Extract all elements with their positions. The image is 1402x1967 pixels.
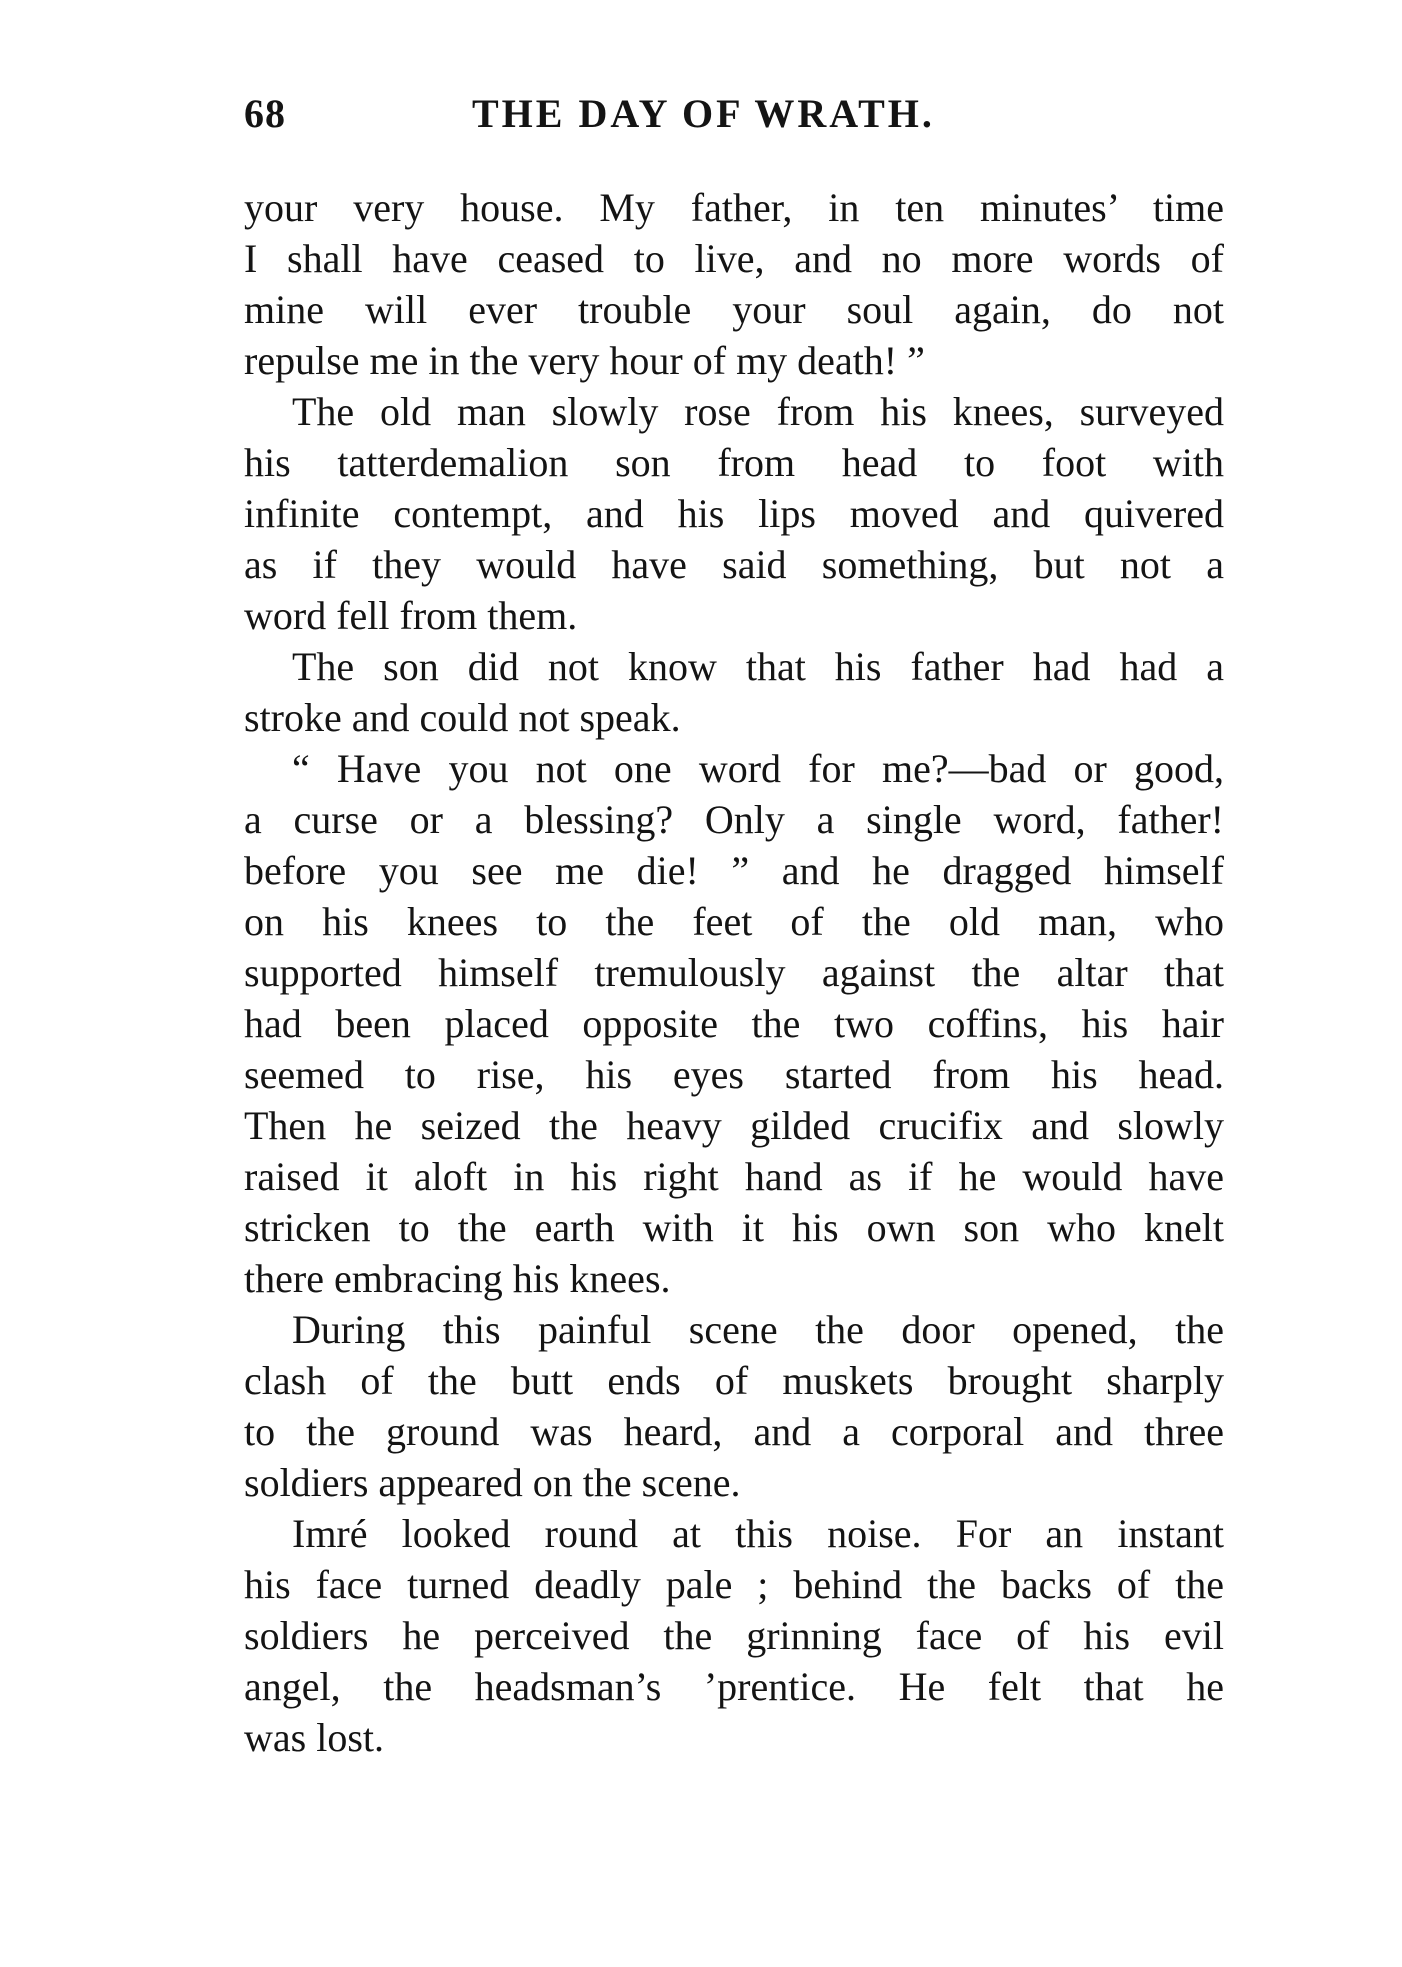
text-line: there embracing his knees.: [244, 1256, 671, 1301]
text-line: seemed to rise, his eyes started from his head.: [244, 1052, 1224, 1097]
text-line: your very house. My father, in ten minutes’ time: [244, 185, 1224, 230]
text-line: soldiers appeared on the scene.: [244, 1460, 741, 1505]
text-line: had been placed opposite the two coffins, his hair: [244, 1001, 1224, 1046]
text-line: as if they would have said something, but not a: [244, 542, 1224, 587]
text-line: The old man slowly rose from his knees, surveyed: [292, 389, 1224, 434]
text-line: on his knees to the feet of the old man, who: [244, 899, 1224, 944]
page-number: 68: [244, 91, 286, 136]
text-line: before you see me die! ” and he dragged himself: [244, 848, 1224, 893]
text-line: Then he seized the heavy gilded crucifix and slowly: [244, 1103, 1224, 1148]
text-line: clash of the butt ends of muskets brought sharply: [244, 1358, 1224, 1403]
body-text: [244, 182, 1224, 1763]
text-line: stricken to the earth with it his own son who knelt: [244, 1205, 1224, 1250]
text-line: During this painful scene the door opened, the: [292, 1307, 1224, 1352]
text-line: The son did not know that his father had had a: [292, 644, 1224, 689]
text-line: his tatterdemalion son from head to foot with: [244, 440, 1224, 485]
running-title: THE DAY OF WRATH.: [472, 91, 935, 136]
text-line: angel, the headsman’s ’prentice. He felt that he: [244, 1664, 1224, 1709]
text-line: was lost.: [244, 1715, 384, 1760]
text-line: supported himself tremulously against the altar that: [244, 950, 1224, 995]
text-line: raised it aloft in his right hand as if he would have: [244, 1154, 1224, 1199]
text-line: a curse or a blessing? Only a single word, father!: [244, 797, 1224, 842]
text-line: infinite contempt, and his lips moved and quivered: [244, 491, 1224, 536]
text-line: stroke and could not speak.: [244, 695, 681, 740]
text-line: his face turned deadly pale ; behind the backs of the: [244, 1562, 1224, 1607]
text-line: I shall have ceased to live, and no more words of: [244, 236, 1224, 281]
text-line: Imré looked round at this noise. For an instant: [292, 1511, 1224, 1556]
text-line: soldiers he perceived the grinning face of his evil: [244, 1613, 1224, 1658]
running-head: [244, 90, 1224, 150]
text-line: word fell from them.: [244, 593, 578, 638]
text-line: to the ground was heard, and a corporal and three: [244, 1409, 1224, 1454]
text-line: repulse me in the very hour of my death! ”: [244, 338, 925, 383]
text-line: mine will ever trouble your soul again, do not: [244, 287, 1224, 332]
text-line: “ Have you not one word for me?—bad or good,: [292, 746, 1224, 791]
